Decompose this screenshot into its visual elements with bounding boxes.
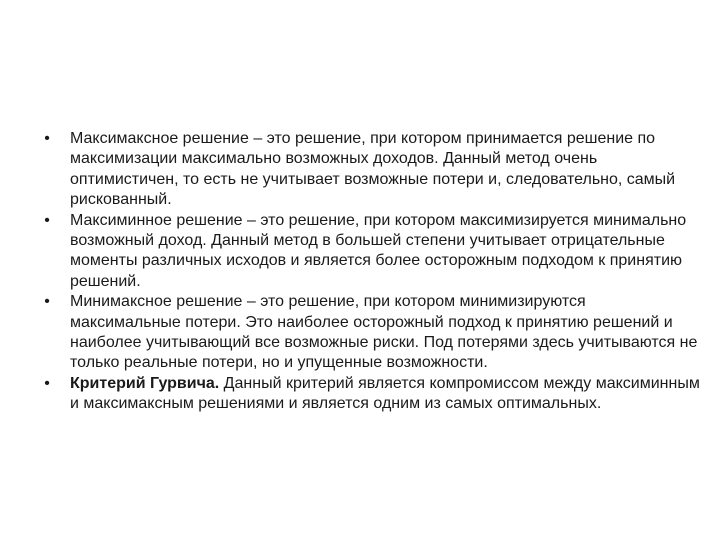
term-description: Данный критерий является компромиссом между максиминным и максимаксным решениями и является одним из самых оптимальных. xyxy=(70,374,700,413)
bullet-dot-icon: • xyxy=(44,374,50,392)
term-description: – это решение, при котором принимается решение по максимизации максимально возможных доходов. Данный метод очень оптимистичен, то есть не учитывает возможные потери и, следовательно, самый рискованный. xyxy=(70,130,676,209)
term-label: Минимаксное решение xyxy=(70,293,243,311)
list-item xyxy=(40,129,700,211)
bullet-dot-icon: • xyxy=(44,130,50,147)
bullet-dot-icon: • xyxy=(44,293,50,311)
list-item xyxy=(40,211,700,293)
list-item xyxy=(40,292,700,374)
bullet-dot-icon: • xyxy=(44,211,50,229)
term-label: Критерий Гурвича. xyxy=(70,374,220,392)
list-item xyxy=(40,374,700,415)
term-description: – это решение, при котором максимизируется минимально возможный доход. Данный метод в большей степени учитывает отрицательные моменты различных исходов и является более осторожным подходом к принятию решений. xyxy=(70,211,687,290)
term-label: Максиминное решение xyxy=(70,211,243,229)
bullet-list xyxy=(40,129,700,415)
term-description: – это решение, при котором минимизируются максимальные потери. Это наиболее осторожный подход к принятию решений и наиболее учитывающий все возможные риски. Под потерями здесь учитываются не только реальные потери, но и упущенные возможности. xyxy=(70,293,698,372)
term-label: Максимаксное решение xyxy=(70,130,249,147)
